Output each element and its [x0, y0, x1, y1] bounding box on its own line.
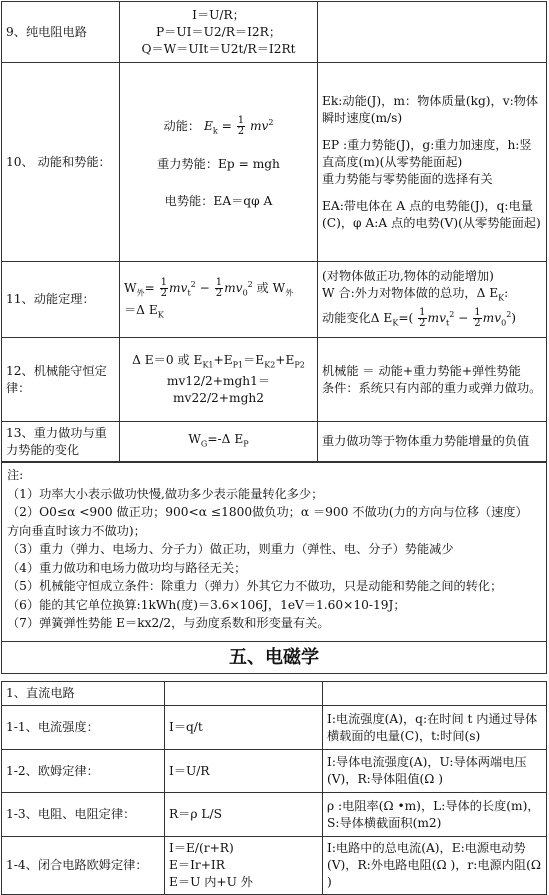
mechanics-table	[1, 1, 547, 462]
formula-cell: I＝U/R	[165, 750, 323, 793]
desc-line: Ek:动能(J)，m：物体质量(kg)，v:物体瞬时速度(m/s)	[322, 93, 539, 125]
row-label: 13、重力做功与重力势能的变化	[2, 422, 120, 462]
table-row	[2, 338, 547, 422]
table-row	[2, 2, 547, 63]
formula-line: mv12/2+mgh1＝mv22/2+mgh2	[166, 374, 271, 406]
note-line: 注:	[7, 468, 24, 482]
table-row	[2, 422, 547, 462]
note-line: （3）重力（弹力、电场力、分子力）做正功，则重力（弹性、电、分子）势能减少	[7, 542, 454, 556]
table-row	[2, 793, 547, 837]
formula-kinetic: 动能： $E_k$ = $\frac{1}{2}$ $mv^2$	[163, 115, 274, 138]
row-label: 1-2、欧姆定律：	[2, 750, 165, 793]
formula-cell	[120, 63, 318, 262]
row-label: 1-1、电流强度：	[2, 706, 165, 750]
note-line: （6）能的其它单位换算:1kWh(度)＝3.6×106J，1eV＝1.60×10-19J；	[7, 597, 406, 612]
formula-line: $W_外=$ $\frac{1}{2}$ $mv_t^2$ − $\frac{1}{2}$ $mv_0^2$ 或 $W_外$	[124, 277, 294, 300]
table-row	[2, 750, 547, 793]
desc-line: EA:带电体在 A 点的电势能(J)，q:电量(C)，φ A:A 点的电势(V)(从零势能面起)	[322, 198, 541, 230]
desc-line: 机械能 ＝ 动能+重力势能+弹性势能	[322, 363, 521, 378]
formula-cell	[165, 837, 323, 895]
formula-potential: 重力势能：Ep = mgh	[157, 156, 280, 171]
formula-cell	[120, 2, 318, 63]
note-line: （7）弹簧弹性势能 E＝kx2/2，与劲度系数和形变量有关。	[7, 616, 330, 630]
row-label: 9、纯电阻电路	[2, 2, 120, 63]
em-table	[1, 681, 547, 895]
formula-line: ＝Δ $E_K$	[124, 302, 164, 319]
table-row	[2, 63, 547, 262]
desc-line: 条件：系统只有内部的重力或弹力做功。	[322, 380, 542, 395]
desc-cell: ρ :电阻率(Ω •m)，L:导体的长度(m)，S:导体横截面积(m2)	[323, 793, 547, 837]
formula-cell	[120, 262, 318, 338]
formula-cell: $W_G=-\Delta$ $E_P$	[120, 422, 318, 462]
formula-cell: R＝ρ L/S	[165, 793, 323, 837]
note-line: 方向垂直时该力不做功)；	[7, 523, 146, 538]
row-label: 12、机械能守恒定律：	[2, 338, 120, 422]
note-line: （1）功率大小表示做功快慢,做功多少表示能量转化多少；	[7, 486, 324, 501]
desc-line: 动能变化Δ $E_K=$( $\frac{1}{2}$ $mv_t^2$ − $\frac{1}{2}$ $mv_0^2$)	[322, 307, 517, 330]
formula-cell	[120, 338, 318, 422]
desc-cell: I:导体电流强度(A)，U:导体两端电压(V)，R:导体阻值(Ω )	[323, 750, 547, 793]
formula-line: I＝E/(r+R)	[169, 841, 234, 855]
notes-box	[1, 462, 547, 642]
formula-line: I＝U/R；	[192, 7, 245, 22]
table-row	[2, 682, 547, 706]
section-title: 五、电磁学	[1, 642, 547, 674]
desc-line: EP :重力势能(J)，g:重力加速度，h:竖直高度(m)(从零势能面起)	[322, 137, 532, 169]
em-header: 1、直流电路	[2, 682, 165, 706]
desc-cell	[318, 2, 547, 63]
desc-cell	[318, 63, 547, 262]
table-row	[2, 262, 547, 338]
table-row	[2, 706, 547, 750]
desc-line: 重力势能与零势能面的选择有关	[322, 171, 493, 186]
desc-cell: I:电流强度(A)，q:在时间 t 内通过导体横载面的电量(C)，t:时间(s)	[323, 706, 547, 750]
desc-cell	[318, 338, 547, 422]
table-row	[2, 837, 547, 895]
row-label: 1-3、电阻、电阻定律：	[2, 793, 165, 837]
formula-line: P＝UI＝U2/R＝I2R；	[155, 24, 282, 39]
desc-cell: 重力做功等于物体重力势能增量的负值	[318, 422, 547, 462]
desc-cell	[318, 262, 547, 338]
fraction: $\frac{1}{2}$	[237, 115, 245, 138]
row-label: 11、动能定理：	[2, 262, 120, 338]
formula-line: Δ E＝0 或 $E_{K1}+E_{P1}=E_{K2}+E_{P2}$	[132, 352, 305, 370]
formula-line: E＝Ir+IR	[169, 858, 225, 872]
desc-line: W 合:外力对物体做的总功，Δ $E_K$:	[322, 285, 509, 302]
row-label: 10、 动能和势能：	[2, 63, 120, 262]
desc-line: (对物体做正功,物体的动能增加)	[322, 268, 494, 283]
desc-cell: I:电路中的总电流(A)，E:电源电动势(V)，R:外电路电阻(Ω )，r:电源内阻(Ω )	[323, 837, 547, 895]
row-label: 1-4、闭合电路欧姆定律：	[2, 837, 165, 895]
formula-cell: I＝q/t	[165, 706, 323, 750]
formula-electric: 电势能：EA＝qφ A	[164, 193, 273, 208]
note-line: （2）O0≤α <900 做正功；900<α ≤1800做负功；α ＝900 不做功(力的方向与位移（速度）	[7, 505, 528, 519]
formula-line: E＝U 内+U 外	[169, 875, 253, 889]
formula-line: Q＝W＝UIt＝U2t/R＝I2Rt	[141, 41, 296, 56]
note-line: （5）机械能守恒成立条件：除重力（弹力）外其它力不做功，只是动能和势能之间的转化；	[7, 579, 503, 593]
note-line: （4）重力做功和电场力做功均与路径无关；	[7, 560, 247, 575]
